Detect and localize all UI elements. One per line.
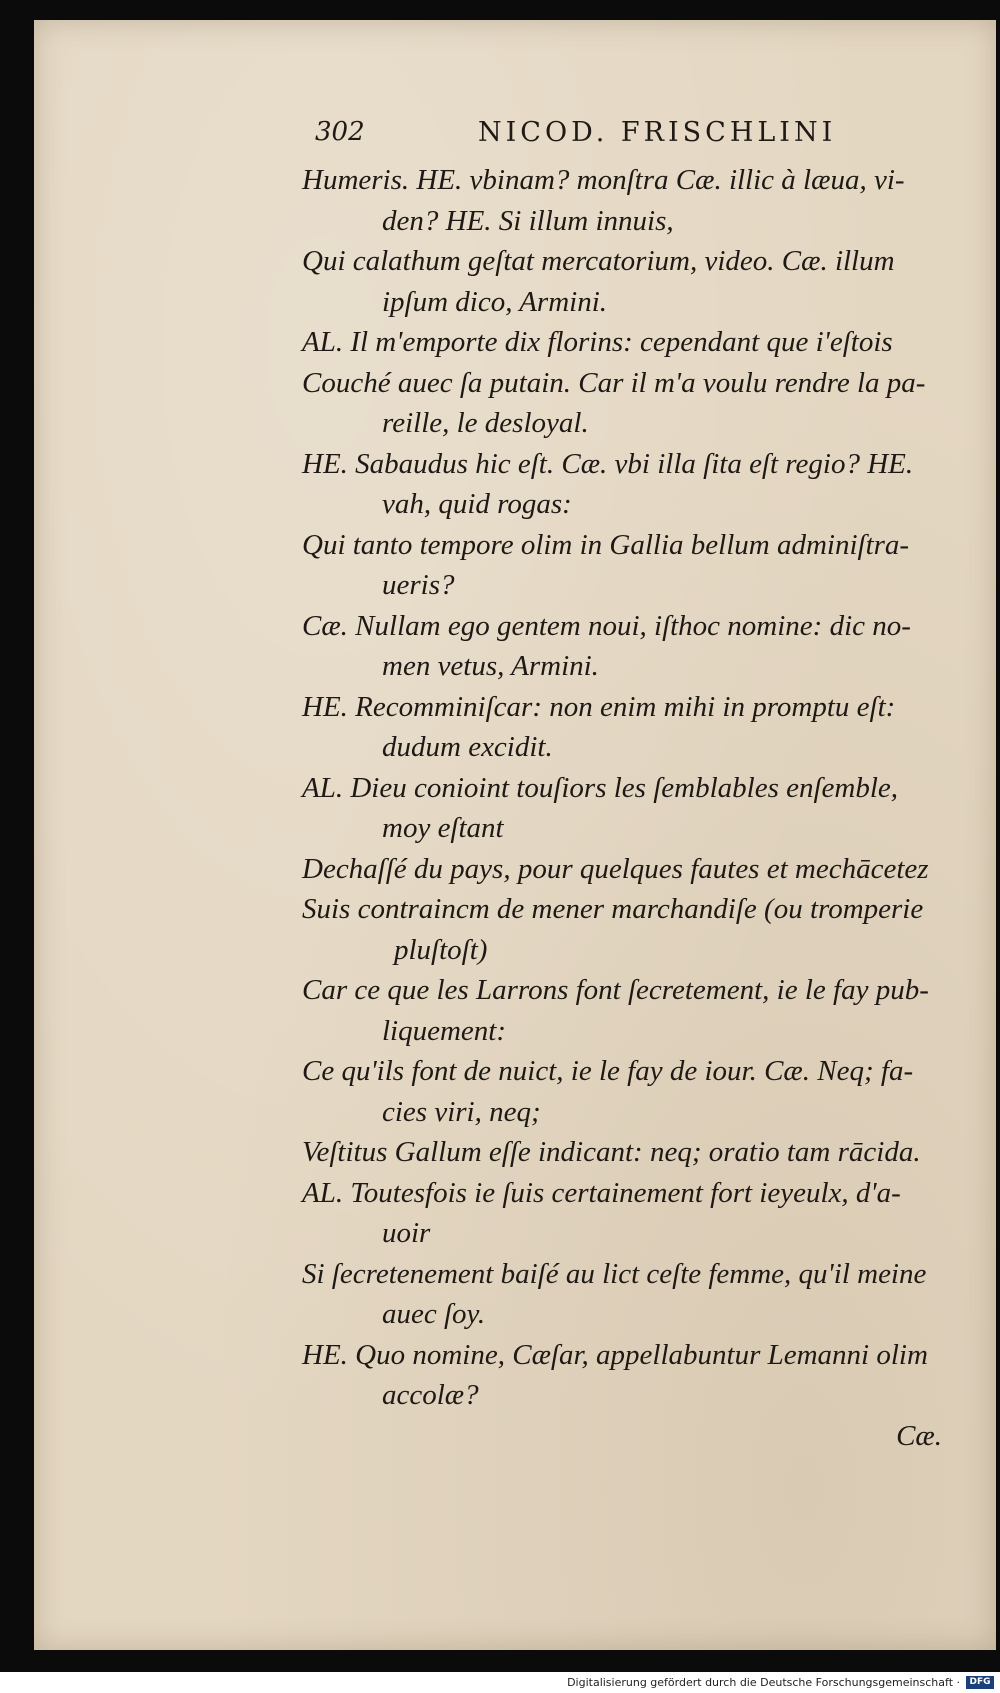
text-line: accolæ? <box>382 1379 479 1411</box>
text-line: men vetus, Armini. <box>382 650 599 682</box>
text-line: Qui tanto tempore olim in Gallia bellum adminiſtra- <box>302 528 910 561</box>
text-line: HE. Sabaudus hic eſt. Cæ. vbi illa ſita eſt regio? HE. <box>302 447 914 480</box>
page-header <box>315 117 875 157</box>
text-line: HE. Quo nomine, Cæſar, appellabuntur Lemanni olim <box>302 1338 928 1371</box>
text-line: liquement: <box>382 1014 507 1047</box>
main-text <box>302 160 952 1456</box>
text-line: Dechaſſé du pays, pour quelques fautes et mechācetez <box>302 852 929 885</box>
digitization-footer <box>0 1672 1000 1693</box>
text-line: vah, quid rogas: <box>382 488 572 520</box>
text-line: Veſtitus Gallum eſſe indicant: neq; oratio tam rācida. <box>302 1136 921 1168</box>
text-line: AL. Il m'emporte dix florins: cependant que i'eſtois <box>302 326 893 358</box>
text-line: Cæ. Nullam ego gentem noui, iſthoc nomine: dic no- <box>302 609 911 642</box>
text-line: HE. Recomminiſcar: non enim mihi in promptu eſt: <box>302 690 896 723</box>
footer-credit: Digitalisierung gefördert durch die Deutsche Forschungsgemeinschaft · <box>567 1676 960 1689</box>
dfg-logo: DFG <box>966 1676 994 1689</box>
text-line: cies viri, neq; <box>382 1095 541 1128</box>
text-line: AL. Toutesfois ie ſuis certainement fort ieyeulx, d'a- <box>302 1176 901 1209</box>
text-line: den? HE. Si illum innuis, <box>382 204 674 237</box>
text-line: Suis contraincт de mener marchandiſe (ou tromperie <box>302 893 924 925</box>
text-line: dudum excidit. <box>382 731 553 763</box>
text-line: Couché auec ſa putain. Car il m'a voulu rendre la pa- <box>302 366 926 399</box>
text-line: pluſtoſt) <box>394 933 488 966</box>
text-line: Qui calathum geſtat mercatorium, video. Cæ. illum <box>302 245 895 277</box>
text-line: ipſum dico, Armini. <box>382 285 608 318</box>
text-line: auec ſoy. <box>382 1298 486 1330</box>
text-line: Ce qu'ils font de nuict, ie le fay de iour. Cæ. Neq; fa- <box>302 1055 914 1087</box>
text-line: moy eſtant <box>382 812 504 844</box>
text-line: reille, le desloyal. <box>382 407 589 439</box>
text-line: AL. Dieu conioint touſiors les ſemblables enſemble, <box>302 771 899 804</box>
text-line: Car ce que les Larrons font ſecretement, ie le fay pub- <box>302 974 929 1006</box>
text-line: Si ſecretenement baiſé au lict ceſte femme, qu'il meine <box>302 1257 927 1290</box>
page-number: 302 <box>315 117 365 147</box>
text-line: Humeris. HE. vbinam? monſtra Cæ. illic à læua, vi- <box>302 164 905 196</box>
text-line: ueris? <box>382 569 455 601</box>
running-title: NICOD. FRISCHLINI <box>478 117 837 148</box>
catchword: Cæ. <box>896 1419 942 1452</box>
text-line: uoir <box>382 1217 431 1249</box>
